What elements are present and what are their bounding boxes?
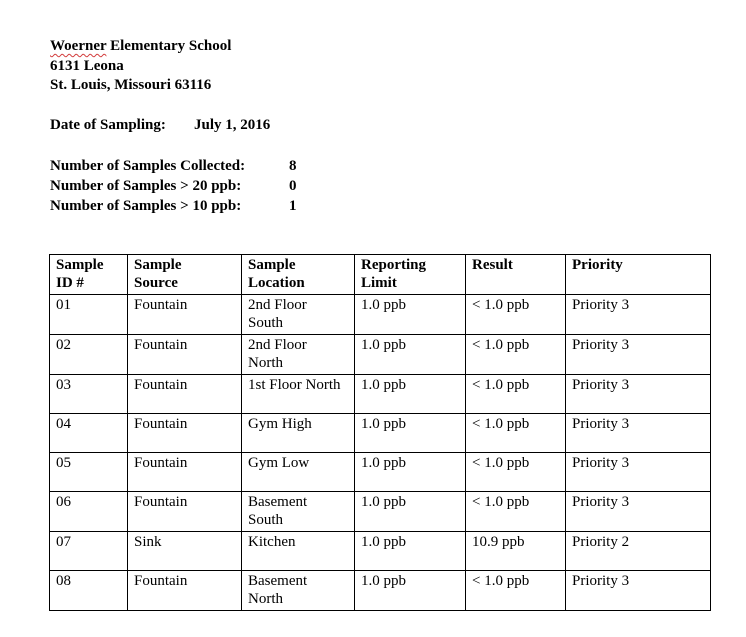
table-row	[50, 414, 711, 453]
header-sample-source: Sample Source	[128, 255, 242, 295]
cell-location: Basement North	[242, 571, 355, 611]
header-result: Result	[466, 255, 566, 295]
cell-limit: 1.0 ppb	[355, 532, 466, 571]
cell-priority: Priority 3	[566, 453, 711, 492]
school-street: 6131 Leona	[50, 57, 124, 74]
cell-source: Fountain	[128, 375, 242, 414]
cell-result: < 1.0 ppb	[466, 571, 566, 611]
count-value: 0	[289, 178, 297, 194]
cell-source: Fountain	[128, 453, 242, 492]
header-reporting-limit: Reporting Limit	[355, 255, 466, 295]
table-row	[50, 375, 711, 414]
sampling-date-value: July 1, 2016	[194, 117, 271, 133]
table-row	[50, 571, 711, 611]
cell-id: 08	[50, 571, 128, 611]
cell-location: 1st Floor North	[242, 375, 355, 414]
cell-priority: Priority 2	[566, 532, 711, 571]
cell-source: Fountain	[128, 414, 242, 453]
cell-priority: Priority 3	[566, 335, 711, 375]
table-header-row	[50, 255, 711, 295]
header-priority: Priority	[566, 255, 711, 295]
sampling-date-line	[50, 117, 271, 134]
sampling-date-label: Date of Sampling:	[50, 117, 166, 133]
table-row	[50, 295, 711, 335]
cell-location: 2nd Floor South	[242, 295, 355, 335]
count-label: Number of Samples > 10 ppb:	[50, 198, 242, 214]
cell-id: 02	[50, 335, 128, 375]
cell-result: < 1.0 ppb	[466, 492, 566, 532]
sample-counts	[50, 156, 297, 216]
cell-priority: Priority 3	[566, 375, 711, 414]
school-city: St. Louis, Missouri 63116	[50, 77, 212, 93]
cell-result: < 1.0 ppb	[466, 414, 566, 453]
header-sample-id: Sample ID #	[50, 255, 128, 295]
cell-source: Fountain	[128, 335, 242, 375]
cell-location: Gym High	[242, 414, 355, 453]
cell-location: 2nd Floor North	[242, 335, 355, 375]
sample-results-table	[49, 254, 711, 611]
table-row	[50, 453, 711, 492]
cell-limit: 1.0 ppb	[355, 295, 466, 335]
cell-limit: 1.0 ppb	[355, 492, 466, 532]
count-over-10	[50, 196, 297, 216]
cell-result: < 1.0 ppb	[466, 335, 566, 375]
cell-id: 06	[50, 492, 128, 532]
count-collected	[50, 156, 297, 176]
cell-source: Sink	[128, 532, 242, 571]
cell-priority: Priority 3	[566, 414, 711, 453]
cell-id: 03	[50, 375, 128, 414]
cell-source: Fountain	[128, 295, 242, 335]
cell-result: < 1.0 ppb	[466, 453, 566, 492]
count-label: Number of Samples > 20 ppb:	[50, 178, 242, 194]
cell-limit: 1.0 ppb	[355, 375, 466, 414]
cell-result: < 1.0 ppb	[466, 375, 566, 414]
cell-priority: Priority 3	[566, 295, 711, 335]
cell-id: 07	[50, 532, 128, 571]
cell-location: Basement South	[242, 492, 355, 532]
cell-limit: 1.0 ppb	[355, 335, 466, 375]
school-name-first: Woerner	[50, 38, 107, 54]
cell-limit: 1.0 ppb	[355, 414, 466, 453]
cell-limit: 1.0 ppb	[355, 453, 466, 492]
header-sample-location: Sample Location	[242, 255, 355, 295]
cell-priority: Priority 3	[566, 571, 711, 611]
cell-source: Fountain	[128, 492, 242, 532]
cell-location: Kitchen	[242, 532, 355, 571]
cell-location: Gym Low	[242, 453, 355, 492]
count-label: Number of Samples Collected:	[50, 158, 246, 174]
table-row	[50, 532, 711, 571]
cell-id: 04	[50, 414, 128, 453]
count-value: 1	[289, 198, 297, 214]
school-name-rest: Elementary School	[106, 38, 232, 54]
school-address-block	[50, 37, 231, 96]
school-name	[50, 37, 231, 57]
cell-result: < 1.0 ppb	[466, 295, 566, 335]
count-value: 8	[289, 158, 297, 174]
cell-id: 01	[50, 295, 128, 335]
cell-source: Fountain	[128, 571, 242, 611]
cell-result: 10.9 ppb	[466, 532, 566, 571]
table-row	[50, 492, 711, 532]
cell-id: 05	[50, 453, 128, 492]
table-row	[50, 335, 711, 375]
cell-limit: 1.0 ppb	[355, 571, 466, 611]
count-over-20	[50, 176, 297, 196]
cell-priority: Priority 3	[566, 492, 711, 532]
